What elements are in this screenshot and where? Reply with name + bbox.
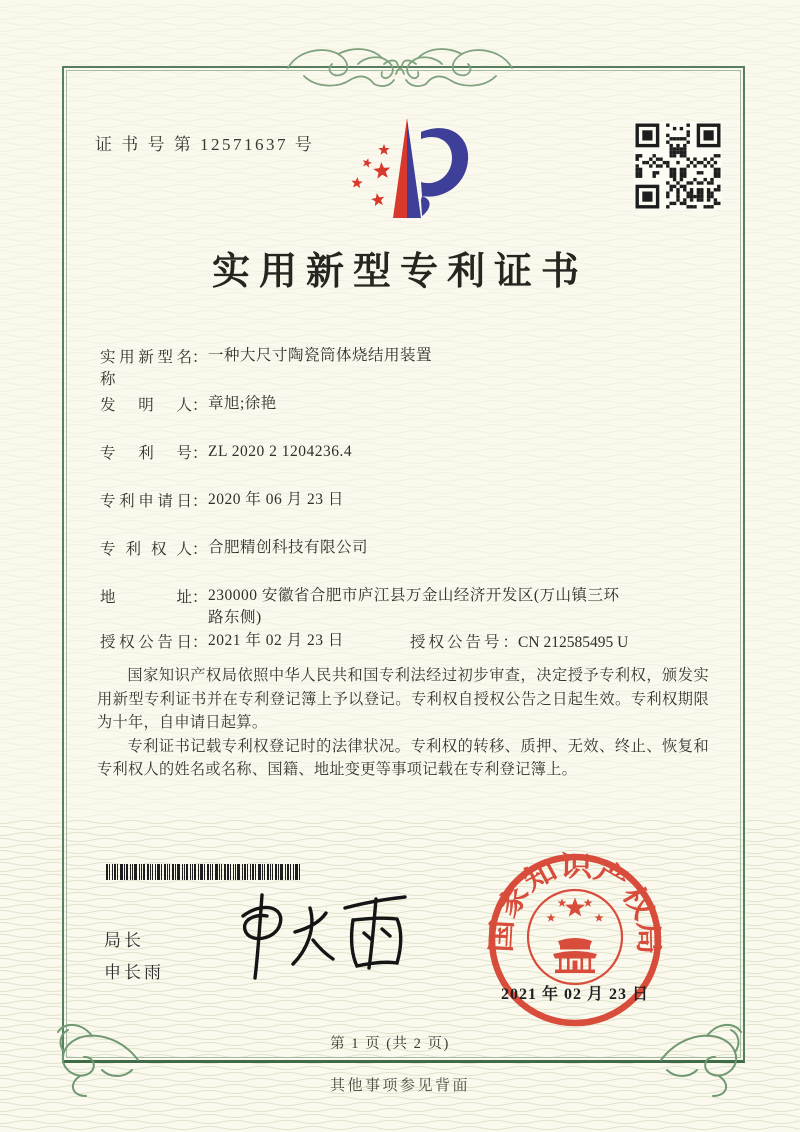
seal-text: 国家知识产权局 xyxy=(486,851,664,954)
field-colon: ： xyxy=(192,397,208,414)
seal-date: 2021 年 02 月 23 日 xyxy=(500,986,649,1003)
field-label: 专利号 xyxy=(100,445,192,462)
cnipa-logo-icon xyxy=(334,112,476,224)
field-colon: ： xyxy=(502,634,519,651)
legal-paragraph-2: 专利证书记载专利权登记时的法律状况。专利权的转移、质押、无效、终止、恢复和专利权人的姓名或名称、国籍、地址变更等事项记载在专利登记簿上。 xyxy=(97,737,709,778)
field-row-patent-no xyxy=(100,441,715,463)
field-label: 专利权人 xyxy=(100,541,192,558)
official-seal-icon xyxy=(480,845,670,1035)
page-number: 第 1 页 (共 2 页) xyxy=(330,1036,450,1052)
legal-text xyxy=(97,664,709,782)
field-value: ZL 2020 2 1204236.4 xyxy=(208,443,353,460)
field-label: 实用新型名称 xyxy=(100,349,192,388)
back-note: 其他事项参见背面 xyxy=(329,1078,470,1094)
field-row-grant xyxy=(100,630,715,652)
top-border-ornament-icon xyxy=(280,42,520,94)
field-value: 章旭;徐艳 xyxy=(208,395,277,412)
field-value: 2021 年 02 月 23 日 xyxy=(208,632,344,649)
field-label: 地址 xyxy=(100,589,192,606)
field-row-patentee xyxy=(100,537,715,559)
field-colon: ： xyxy=(192,541,208,558)
grant-number-group xyxy=(410,630,628,652)
field-label: 授权公告日 xyxy=(100,634,192,651)
certificate-number: 证 书 号 第 12571637 号 xyxy=(95,135,315,154)
field-label: 发明人 xyxy=(100,397,192,414)
field-value: CN 212585495 U xyxy=(518,634,629,651)
director-signature-icon xyxy=(225,888,420,988)
field-colon: ： xyxy=(192,634,208,651)
director-name: 申长雨 xyxy=(104,963,164,982)
seal-emblem-gate xyxy=(553,938,597,973)
field-value: 230000 安徽省合肥市庐江县万金山经济开发区(万山镇三环路东侧) xyxy=(208,587,620,626)
field-colon: ： xyxy=(192,589,208,606)
field-value: 2020 年 06 月 23 日 xyxy=(208,491,344,508)
legal-paragraph-1: 国家知识产权局依照中华人民共和国专利法经过初步审查，决定授予专利权，颁发实用新型专利证书并在专利登记簿上予以登记。专利权自授权公告之日起生效。专利权期限为十年，自申请日起算。 xyxy=(97,667,709,731)
field-row-inventor xyxy=(100,393,715,415)
barcode-icon xyxy=(106,864,308,880)
field-row-address xyxy=(100,585,715,629)
field-label: 授权公告号 xyxy=(410,634,503,651)
certificate-title: 实用新型专利证书 xyxy=(211,251,588,293)
field-label: 专利申请日 xyxy=(100,493,192,510)
director-title: 局长 xyxy=(104,931,144,950)
field-value: 合肥精创科技有限公司 xyxy=(208,539,369,556)
qr-code-icon xyxy=(634,122,722,210)
field-value: 一种大尺寸陶瓷筒体烧结用装置 xyxy=(208,347,433,364)
field-row-filing-date xyxy=(100,489,715,511)
field-colon: ： xyxy=(192,349,208,366)
field-row-name xyxy=(100,345,715,389)
field-colon: ： xyxy=(192,445,208,462)
field-colon: ： xyxy=(192,493,208,510)
